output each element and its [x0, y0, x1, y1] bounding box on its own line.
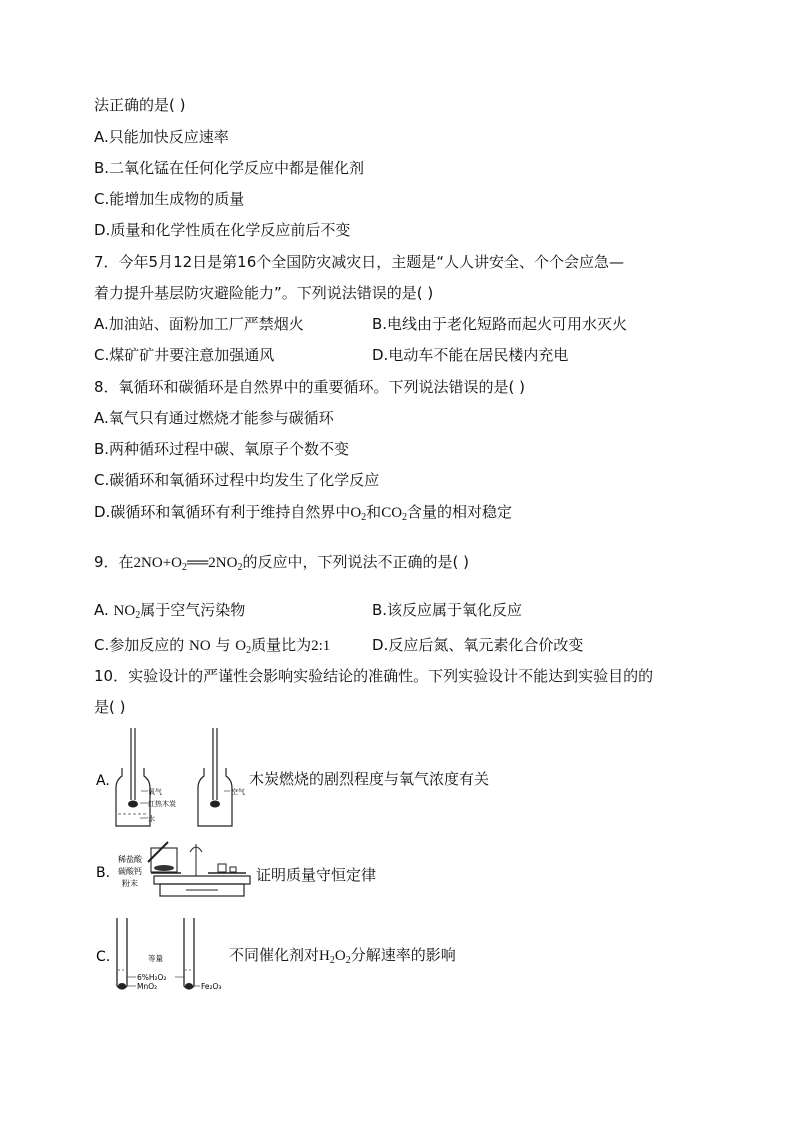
figure-c-text: 不同催化剂对$H_2O_2$分解速率的影响 [229, 946, 456, 966]
q7-stem-line2: 着力提升基层防灾避险能力”。下列说法错误的是( ) [94, 284, 434, 302]
figure-a-air-label: 空气 [231, 788, 245, 796]
figure-a-charcoal-label: 红热木炭 [148, 800, 176, 808]
q6-option-d: D.质量和化学性质在化学反应前后不变 [94, 221, 351, 239]
figure-c-label: C. [96, 949, 111, 965]
q7-stem-line1: 7．今年5月12日是第16个全国防灾减灾日，主题是“人人讲安全、个个会应急— [94, 253, 625, 271]
figure-a-oxygen-label: 氧气 [148, 788, 162, 796]
q7-option-a: A.加油站、面粉加工厂严禁烟火 [94, 315, 304, 333]
figure-a [96, 728, 256, 834]
q7-option-d: D.电动车不能在居民楼内充电 [372, 346, 569, 364]
q6-option-a: A.只能加快反应速率 [94, 128, 229, 146]
q8-option-a: A.氧气只有通过燃烧才能参与碳循环 [94, 409, 334, 427]
figure-c-fe2o3-label: Fe₂O₃ [201, 982, 222, 991]
figure-a-text: 木炭燃烧的剧烈程度与氧气浓度有关 [249, 770, 490, 788]
q7-option-c: C.煤矿矿井要注意加强通风 [94, 346, 275, 364]
q8-option-b: B.两种循环过程中碳、氧原子个数不变 [94, 440, 350, 458]
figure-c-h2o2-label: 6%H₂O₂ [137, 973, 167, 982]
figure-b-label: B. [96, 865, 111, 881]
figure-b-caco3-label-2: 粉末 [122, 879, 138, 888]
q6-option-b: B.二氧化锰在任何化学反应中都是催化剂 [94, 159, 365, 177]
q9-option-b: B.该反应属于氧化反应 [372, 601, 523, 619]
q9-option-a: A. $NO_2$属于空气污染物 [94, 601, 246, 621]
figure-a-water-label: 水 [148, 815, 155, 823]
figure-b-text: 证明质量守恒定律 [256, 866, 377, 884]
figure-c [96, 918, 246, 1002]
figure-b [96, 840, 266, 914]
equation-equals-sign: ══ [187, 555, 209, 571]
q9-option-c: C.参加反应的 NO 与 $O_2$质量比为2:1 [94, 636, 331, 656]
q8-option-c: C.碳循环和氧循环过程中均发生了化学反应 [94, 471, 380, 489]
q9-stem: 9．在$2NO+O_2══2NO_2$的反应中，下列说法不正确的是( ) [94, 553, 469, 573]
q9-option-d: D.反应后氮、氧元素化合价改变 [372, 636, 584, 654]
q6-option-c: C.能增加生成物的质量 [94, 190, 245, 208]
figure-c-equal-label: 等量 [148, 954, 163, 963]
figure-a-bottles-diagram [96, 728, 256, 830]
q10-stem-line1: 10．实验设计的严谨性会影响实验结论的准确性。下列实验设计不能达到实验目的的 [94, 667, 654, 685]
figure-c-mno2-label: MnO₂ [137, 982, 158, 991]
figure-b-balance-diagram [96, 840, 266, 910]
figure-c-test-tubes-diagram [96, 918, 246, 998]
q8-option-d: D.碳循环和氧循环有利于维持自然界中$O_2$和$CO_2$含量的相对稳定 [94, 503, 513, 523]
figure-a-label: A. [96, 773, 110, 789]
q10-stem-line2: 是( ) [94, 698, 126, 716]
figure-b-caco3-label-1: 碳酸钙 [118, 867, 142, 876]
figure-b-acid-label: 稀盐酸 [118, 855, 142, 864]
q8-stem: 8．氧循环和碳循环是自然界中的重要循环。下列说法错误的是( ) [94, 378, 526, 396]
q6-stem-tail: 法正确的是( ) [94, 96, 186, 114]
q7-option-b: B.电线由于老化短路而起火可用水灭火 [372, 315, 628, 333]
